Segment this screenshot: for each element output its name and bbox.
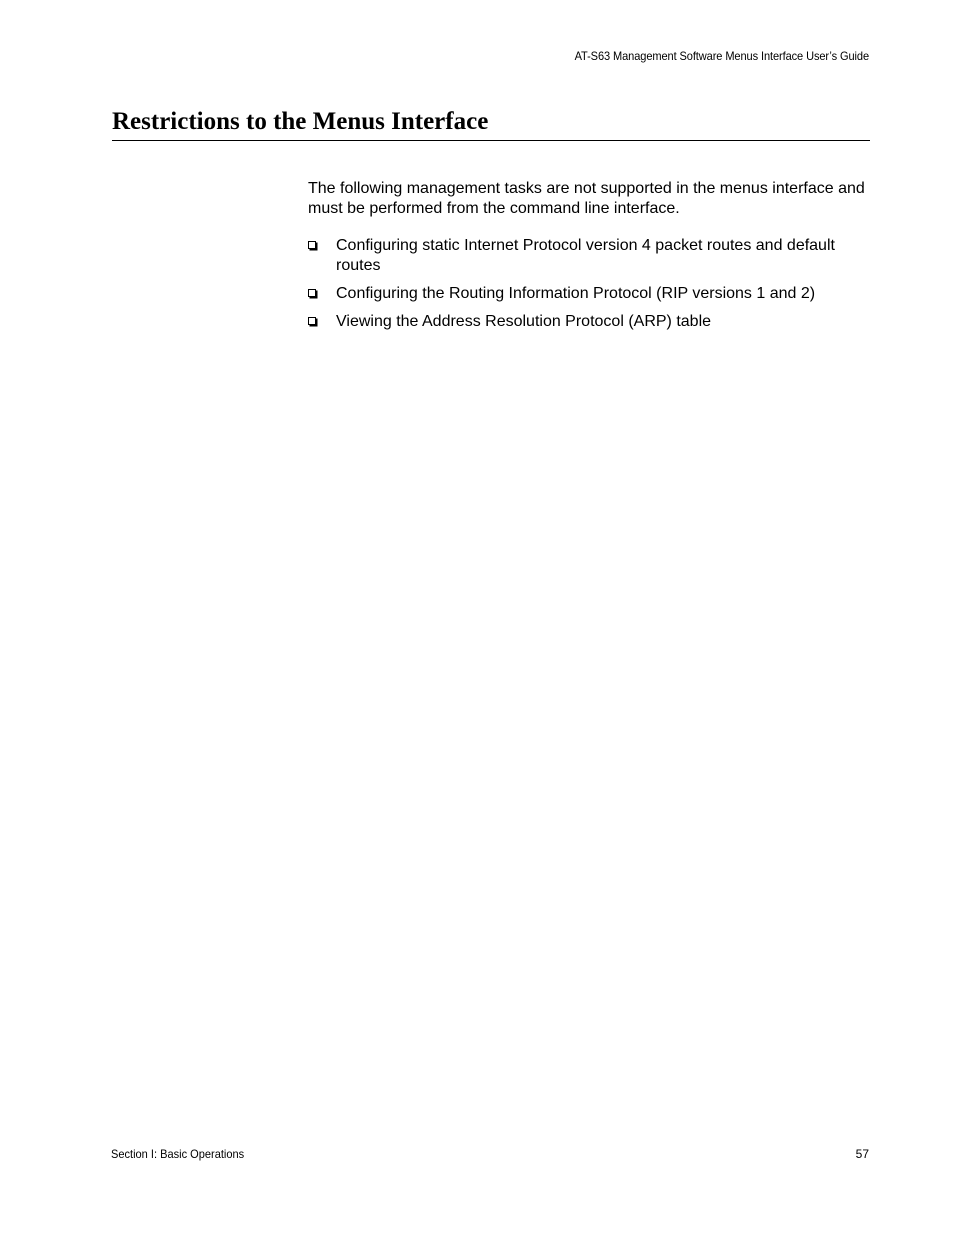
section-title: Restrictions to the Menus Interface: [112, 108, 489, 135]
intro-paragraph: The following management tasks are not supported in the menus interface and must be performed from the command line interface.: [308, 180, 865, 217]
running-footer: Section I: Basic Operations: [111, 1147, 245, 1161]
hollow-square-bullet-icon: [308, 289, 316, 297]
title-rule: [112, 140, 870, 141]
list-item-text: Configuring static Internet Protocol version 4 packet routes and default routes: [336, 237, 835, 274]
task-list: [308, 236, 878, 332]
body-block: [308, 179, 878, 340]
hollow-square-bullet-icon: [308, 317, 316, 325]
list-item: [308, 312, 878, 332]
list-item: [308, 236, 878, 276]
list-item-text: Viewing the Address Resolution Protocol (ARP) table: [336, 313, 712, 330]
page-number: 57: [855, 1147, 869, 1161]
running-header: AT-S63 Management Software Menus Interface User’s Guide: [574, 49, 869, 63]
list-item-text: Configuring the Routing Information Protocol (RIP versions 1 and 2): [336, 285, 816, 302]
hollow-square-bullet-icon: [308, 241, 316, 249]
list-item: [308, 284, 878, 304]
